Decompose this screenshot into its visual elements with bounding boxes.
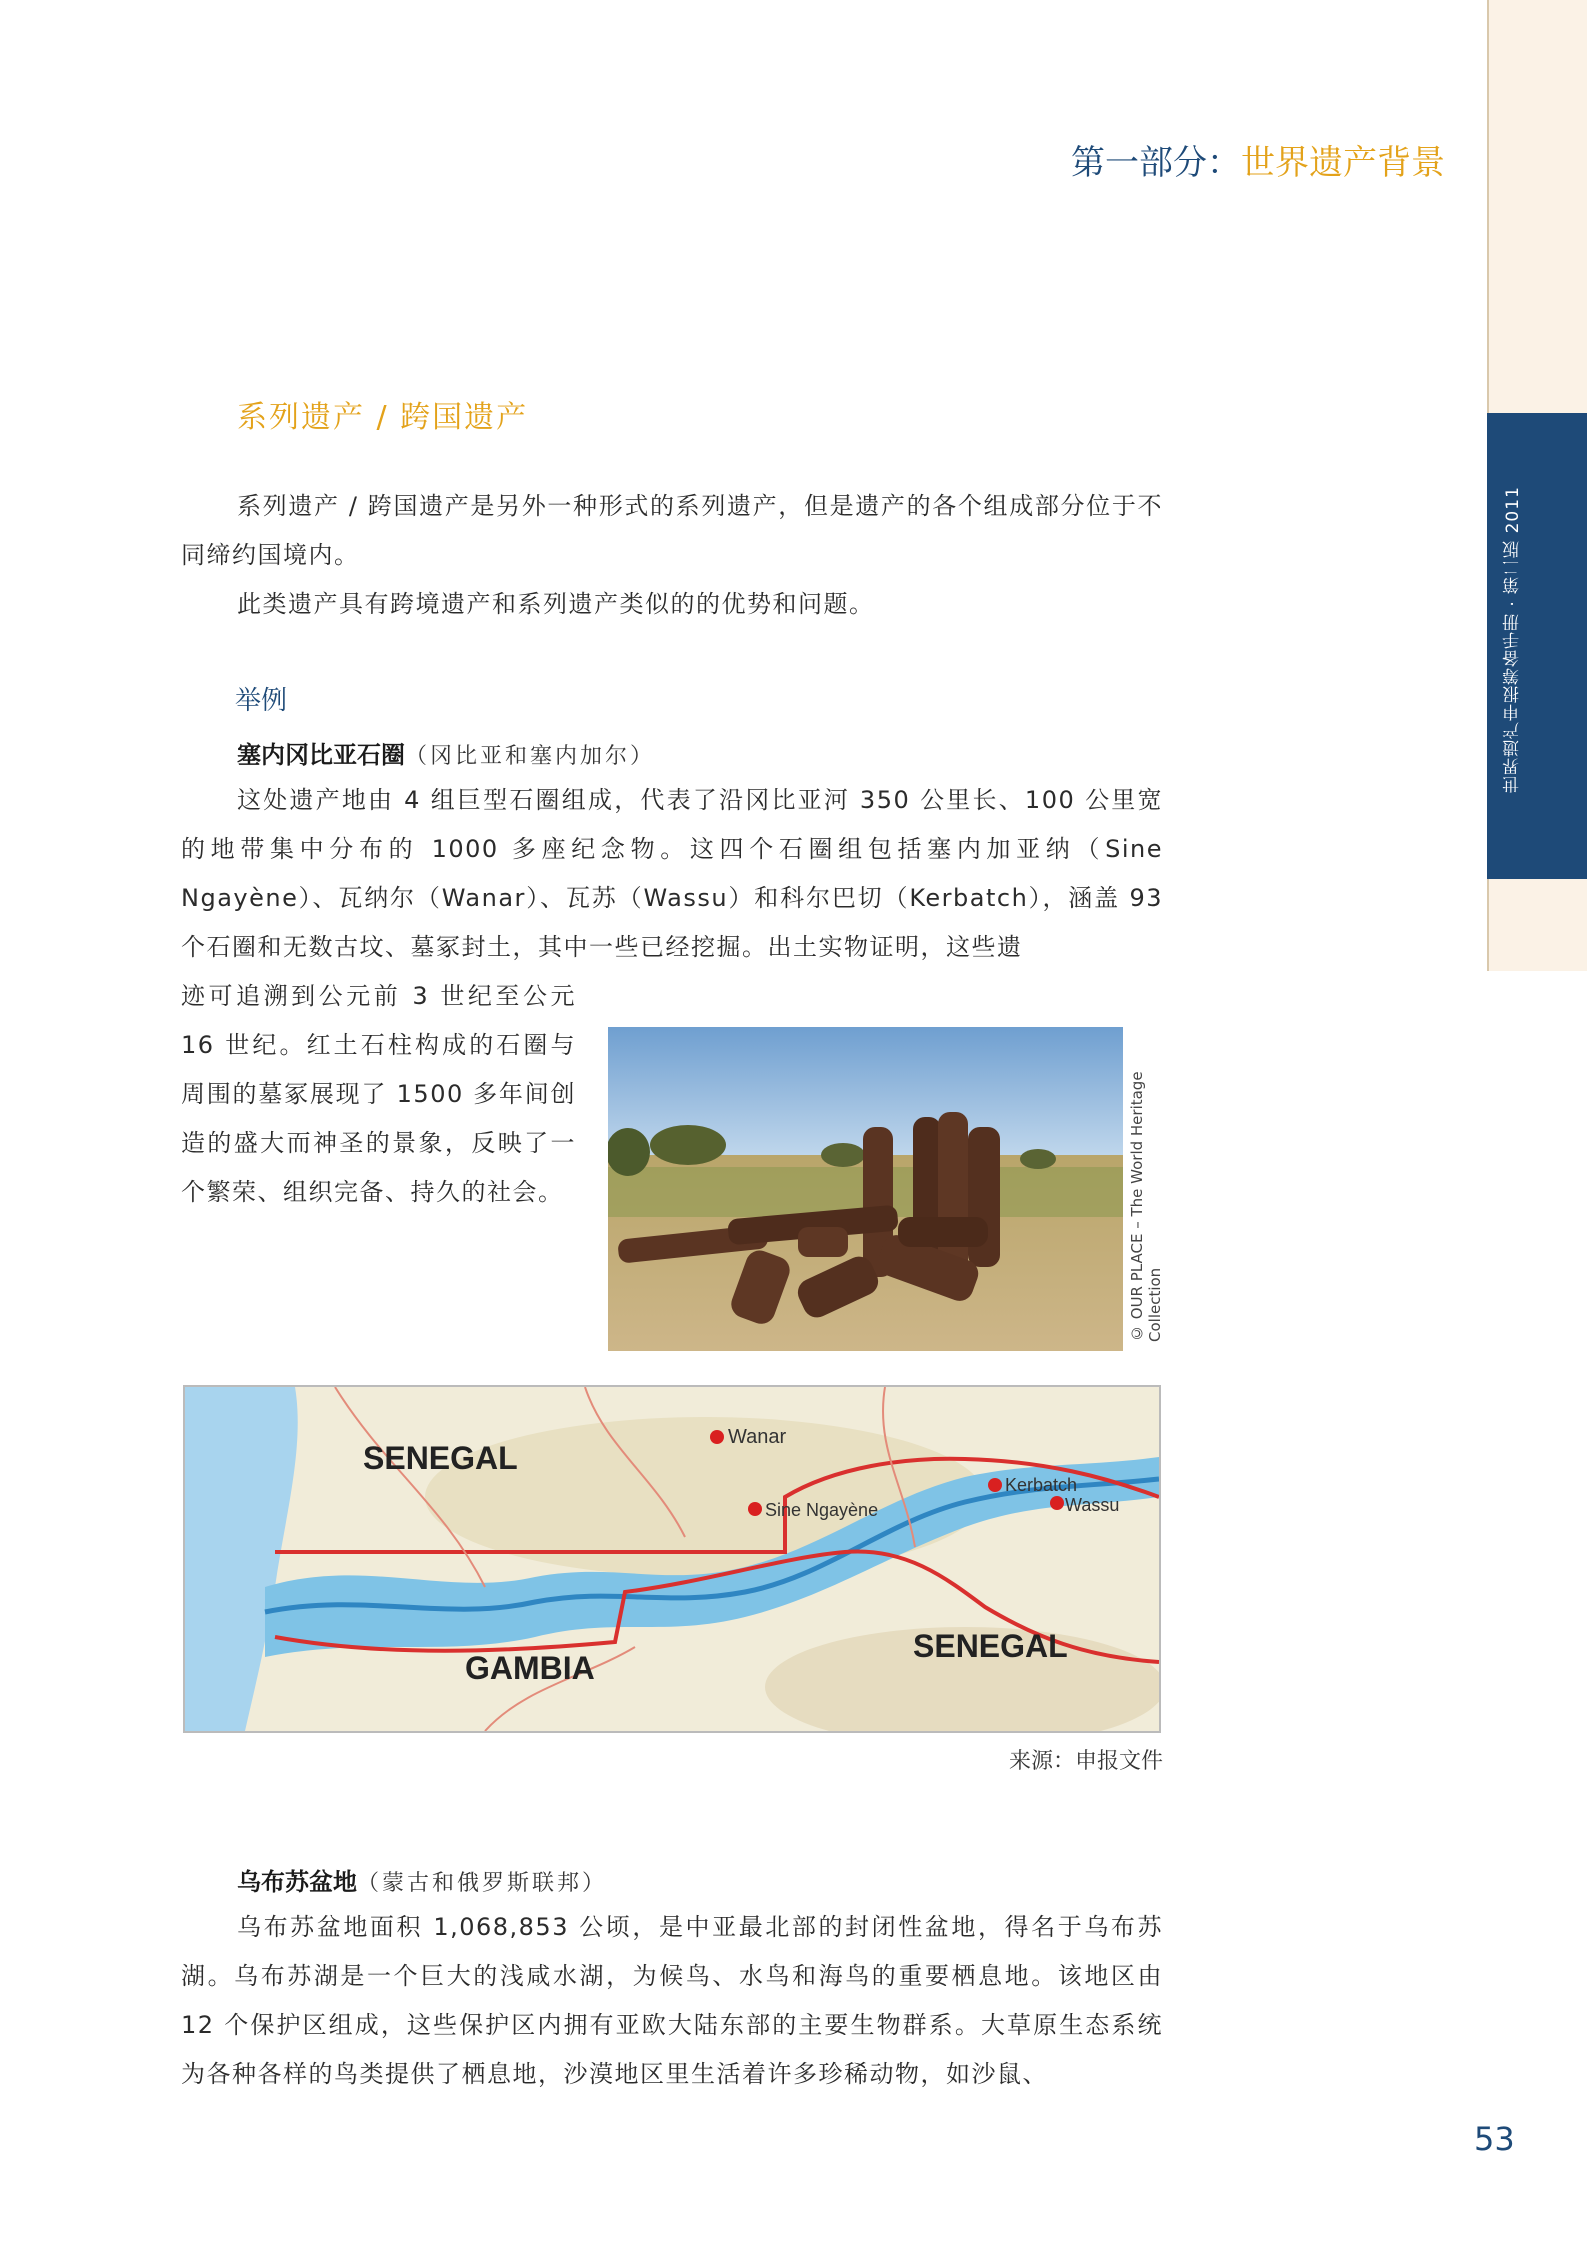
example-title-uvs-nuur <box>237 1862 607 1897</box>
side-tab-top <box>1487 0 1587 413</box>
map-label-sine-ngayene: Sine Ngayène <box>765 1500 879 1520</box>
sine-ngayene-marker <box>748 1502 762 1516</box>
photo-credit: © OUR PLACE – The World Heritage Collection <box>1128 1071 1164 1342</box>
site-map <box>183 1385 1161 1733</box>
page-number: 53 <box>1474 2120 1515 2158</box>
side-tab-bottom <box>1487 879 1587 971</box>
examples-heading: 举例 <box>235 686 288 716</box>
intro-paragraph-2: 此类遗产具有跨境遗产和系列遗产类似的的优势和问题。 <box>237 590 875 618</box>
map-label-wanar: Wanar <box>728 1426 787 1448</box>
example-countries: （蒙古和俄罗斯联邦） <box>357 1871 608 1896</box>
part-label: 第一部分： <box>1071 143 1241 183</box>
part-title: 世界遗产背景 <box>1241 143 1445 183</box>
example-body-uvs-nuur: 乌布苏盆地面积 1,068,853 公顷，是中亚最北部的封闭性盆地，得名于乌布苏湖。乌布苏湖是一个巨大的浅咸水湖，为候鸟、水鸟和海鸟的重要栖息地。该地区由 12 个保护区组成，这些保护区内拥有亚欧大陆东部的主要生物群系。大草原生态系统为各种各样的鸟类提供了栖息地，沙漠地区里生活着许多珍稀动物，如沙鼠、 <box>181 1913 1163 2088</box>
wassu-marker <box>1050 1496 1064 1510</box>
example-name: 塞内冈比亚石圈 <box>237 741 405 769</box>
map-label-senegal-south: SENEGAL <box>913 1628 1068 1664</box>
example-title-senegambia <box>237 735 655 770</box>
intro-paragraph-1: 系列遗产 / 跨国遗产是另外一种形式的系列遗产，但是遗产的各个组成部分位于不同缔约国境内。 <box>181 492 1163 569</box>
section-title: 系列遗产 / 跨国遗产 <box>237 400 529 435</box>
stone-circle-illustration <box>608 1027 1123 1351</box>
kerbatch-marker <box>988 1478 1002 1492</box>
map-label-senegal-north: SENEGAL <box>363 1440 518 1476</box>
stone-circle-photo <box>608 1027 1123 1351</box>
example-body-senegambia-wrap: 迹可追溯到公元前 3 世纪至公元 16 世纪。红土石柱构成的石圈与周围的墓冢展现了 1500 多年间创造的盛大而神圣的景象，反映了一个繁荣、组织完备、持久的社会。 <box>181 982 576 1206</box>
example-body-senegambia: 这处遗产地由 4 组巨型石圈组成，代表了沿冈比亚河 350 公里长、100 公里宽的地带集中分布的 1000 多座纪念物。这四个石圈组包括塞内加亚纳（Sine Ngayène）、瓦纳尔（Wanar）、瓦苏（Wassu）和科尔巴切（Kerbatch），涵盖 93 个石圈和无数古坟、墓冢封土，其中一些已经挖掘。出土实物证明，这些遗 <box>181 786 1163 961</box>
wanar-marker <box>710 1430 724 1444</box>
map-label-wassu: Wassu <box>1065 1495 1120 1515</box>
side-tab-label: 世界遗产申报筹备手册 · 第二版 2011 <box>1503 486 1523 794</box>
example-countries: （冈比亚和塞内加尔） <box>405 744 656 769</box>
map-label-gambia: GAMBIA <box>465 1650 595 1686</box>
example-name: 乌布苏盆地 <box>237 1868 357 1896</box>
map-source: 来源：申报文件 <box>1008 1749 1163 1774</box>
senegambia-map <box>185 1387 1159 1731</box>
running-header <box>1071 135 1445 184</box>
map-label-kerbatch: Kerbatch <box>1005 1475 1078 1495</box>
